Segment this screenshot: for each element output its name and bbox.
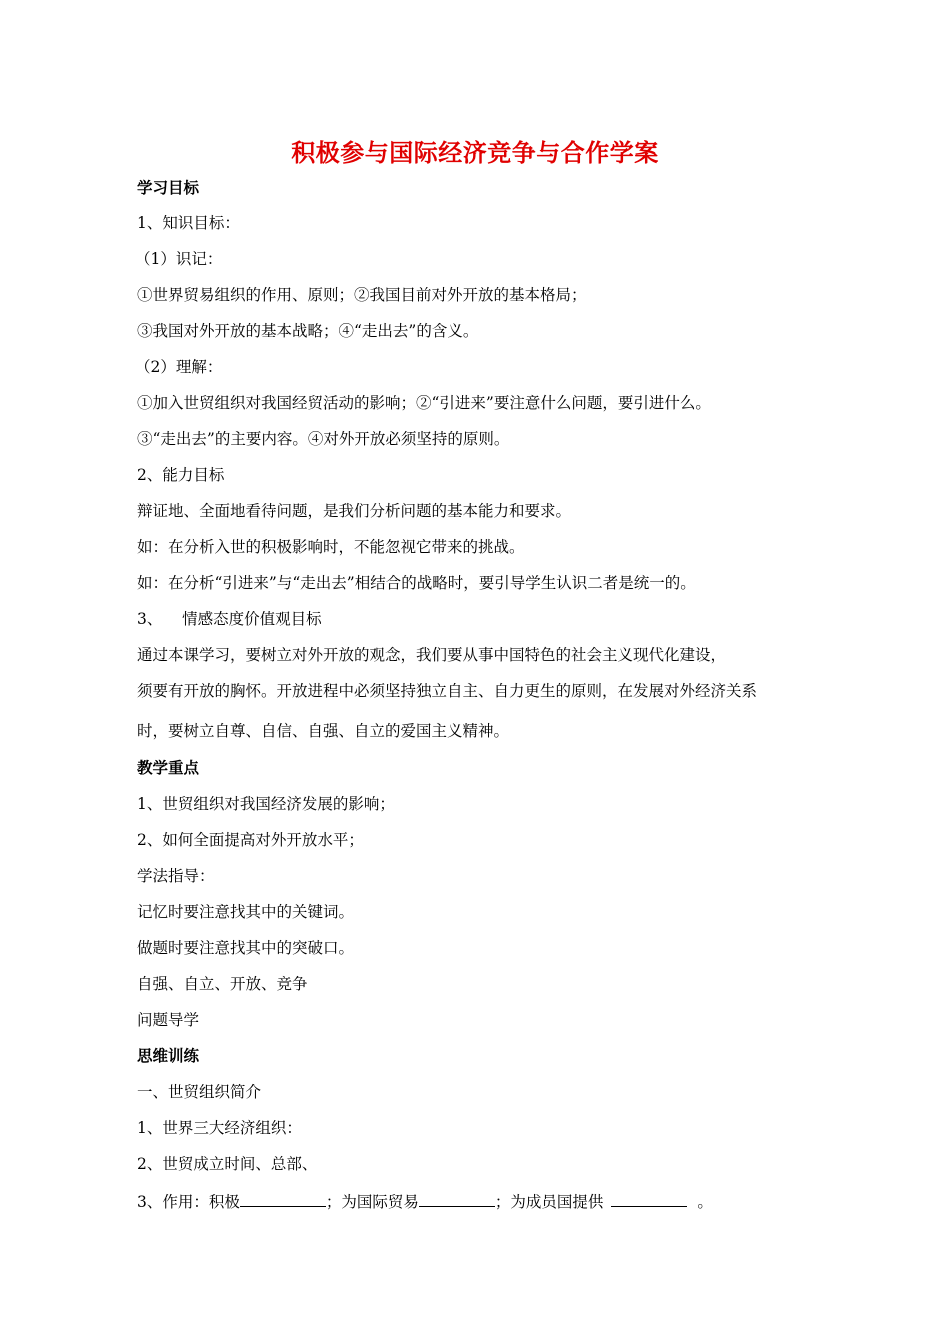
- text-line: 通过本课学习，要树立对外开放的观念，我们要从事中国特色的社会主义现代化建设，: [137, 646, 727, 664]
- fill-in-text: ；为成员国提供: [494, 1193, 604, 1211]
- document-title: 积极参与国际经济竞争与合作学案: [291, 139, 659, 167]
- text-line: 3、 情感态度价值观目标: [137, 610, 322, 628]
- answer-blank[interactable]: [419, 1190, 495, 1207]
- text-line: 自强、自立、开放、竞争: [137, 975, 308, 993]
- fill-in-line: [137, 1190, 713, 1212]
- answer-blank[interactable]: [240, 1190, 326, 1207]
- text-line: 记忆时要注意找其中的关键词。: [137, 903, 355, 921]
- text-line: 1、知识目标：: [137, 214, 240, 232]
- text-line: 时，要树立自尊、自信、自强、自立的爱国主义精神。: [137, 722, 510, 740]
- text-line: 1、世界三大经济组织：: [137, 1119, 302, 1137]
- text-line: 2、如何全面提高对外开放水平；: [137, 831, 364, 849]
- answer-blank[interactable]: [611, 1190, 687, 1207]
- text-line: ③“走出去”的主要内容。④对外开放必须坚持的原则。: [137, 430, 510, 448]
- text-line: ①世界贸易组织的作用、原则；②我国目前对外开放的基本格局；: [137, 286, 587, 304]
- text-line: 辩证地、全面地看待问题，是我们分析问题的基本能力和要求。: [137, 502, 572, 520]
- text-line: 如：在分析入世的积极影响时，不能忽视它带来的挑战。: [137, 538, 525, 556]
- text-line: ③我国对外开放的基本战略；④“走出去”的含义。: [137, 322, 479, 340]
- fill-in-text: 3、作用：积极: [137, 1193, 240, 1211]
- text-line: 2、能力目标: [137, 466, 225, 484]
- heading-key-points: 教学重点: [137, 759, 200, 777]
- fill-in-text: 。: [697, 1193, 713, 1211]
- fill-in-text: ；为国际贸易: [325, 1193, 419, 1211]
- text-line: 如：在分析“引进来”与“走出去”相结合的战略时，要引导学生认识二者是统一的。: [137, 574, 696, 592]
- text-line: 1、世贸组织对我国经济发展的影响；: [137, 795, 395, 813]
- text-line: （2）理解：: [135, 358, 223, 376]
- heading-learning-goals: 学习目标: [137, 179, 200, 197]
- text-line: 一、世贸组织简介: [137, 1083, 262, 1101]
- heading-thinking-training: 思维训练: [137, 1047, 200, 1065]
- text-line: （1）识记：: [135, 250, 223, 268]
- text-line: 问题导学: [137, 1011, 200, 1029]
- text-line: 学法指导：: [137, 867, 215, 885]
- text-line: 须要有开放的胸怀。开放进程中必须坚持独立自主、自力更生的原则，在发展对外经济关系: [137, 682, 758, 700]
- text-line: 2、世贸成立时间、总部、: [137, 1155, 318, 1173]
- text-line: 做题时要注意找其中的突破口。: [137, 939, 355, 957]
- text-line: ①加入世贸组织对我国经贸活动的影响；②“引进来”要注意什么问题，要引进什么。: [137, 394, 711, 412]
